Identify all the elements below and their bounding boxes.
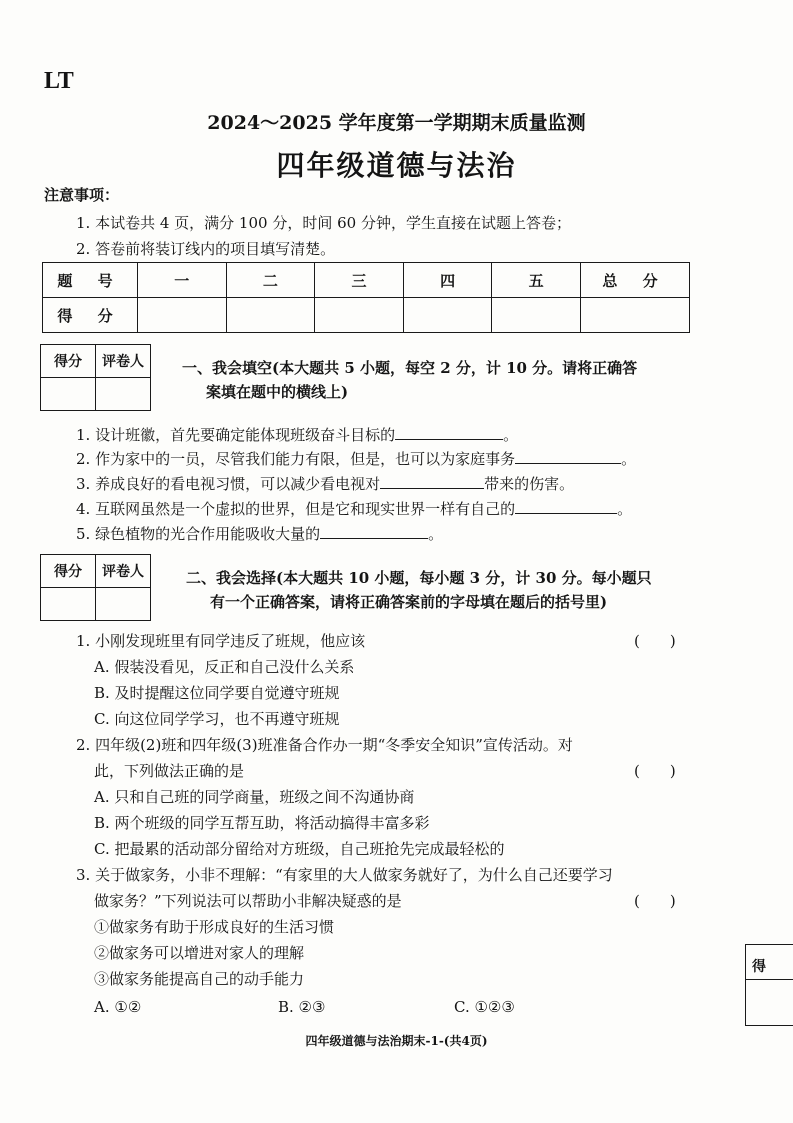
score-table-cell: 五	[492, 263, 581, 298]
choice-option: B. 及时提醒这位同学要自觉遵守班规	[94, 684, 340, 702]
choice-option: A. ①②	[94, 998, 142, 1016]
score-table	[42, 262, 690, 333]
grader-cell	[41, 378, 96, 411]
answer-blank[interactable]	[515, 499, 617, 514]
choice-question-stem: 3. 关于做家务，小非不理解：“有家里的大人做家务就好了，为什么自己还要学习	[76, 866, 613, 884]
score-table-cell: 四	[403, 263, 492, 298]
choice-option: B. ②③	[278, 998, 326, 1016]
answer-parentheses[interactable]: ( )	[634, 632, 676, 650]
statement-item: ①做家务有助于形成良好的生活习惯	[94, 918, 335, 936]
choice-question-stem-cont: 做家务？”下列说法可以帮助小非解决疑惑的是	[94, 892, 402, 910]
choice-option: C. 把最累的活动部分留给对方班级，自己班抢先完成最轻松的	[94, 840, 505, 858]
score-table-cell: 得 分	[43, 298, 138, 333]
choice-option: C. 向这位同学学习，也不再遵守班规	[94, 710, 340, 728]
grader-cell	[41, 588, 96, 621]
answer-parentheses[interactable]: ( )	[634, 762, 676, 780]
answer-blank[interactable]	[380, 474, 484, 489]
grader-box-section2	[40, 554, 151, 621]
choice-option: A. 只和自己班的同学商量，班级之间不沟通协商	[94, 788, 415, 806]
fill-question	[76, 448, 636, 470]
page-footer: 四年级道德与法治期末-1-(共4页)	[305, 1034, 488, 1048]
score-table-cell	[581, 298, 690, 333]
question-text: 5. 绿色植物的光合作用能吸收大量的	[76, 525, 321, 543]
score-table-cell	[315, 298, 404, 333]
score-table-score-row	[43, 298, 690, 333]
score-table-cell: 一	[138, 263, 227, 298]
statement-item: ③做家务能提高自己的动手能力	[94, 970, 305, 988]
fill-question	[76, 498, 632, 520]
subject-title: 四年级道德与法治	[276, 149, 517, 182]
section2-title: 二、我会选择(本大题共 10 小题，每小题 3 分，计 30 分。每小题只	[186, 569, 652, 587]
choice-option: A. 假装没看见，反正和自己没什么关系	[94, 658, 355, 676]
question-text: 。	[621, 450, 637, 468]
section1-title: 一、我会填空(本大题共 5 小题，每空 2 分，计 10 分。请将正确答	[182, 359, 638, 377]
question-text: 4. 互联网虽然是一个虚拟的世界，但是它和现实世界一样有自己的	[76, 500, 516, 518]
score-table-cell: 三	[315, 263, 404, 298]
score-table-header-row	[43, 263, 690, 298]
question-text: 。	[617, 500, 633, 518]
question-text: 2. 作为家中的一员，尽管我们能力有限，但是，也可以为家庭事务	[76, 450, 516, 468]
grader-label: 评卷人	[96, 555, 151, 588]
score-table-cell	[403, 298, 492, 333]
question-text: 带来的伤害。	[484, 475, 575, 493]
grader-cell	[96, 378, 151, 411]
edge-grader-label: 得	[752, 959, 766, 975]
corner-mark: LT	[44, 68, 74, 94]
score-table-cell	[138, 298, 227, 333]
grader-cell	[96, 588, 151, 621]
score-table-cell: 二	[226, 263, 315, 298]
answer-blank[interactable]	[320, 524, 428, 539]
score-table-cell	[226, 298, 315, 333]
grader-label: 得分	[41, 345, 96, 378]
section1-title-cont: 案填在题中的横线上)	[206, 383, 349, 401]
question-text: 1. 设计班徽，首先要确定能体现班级奋斗目标的	[76, 426, 396, 444]
statement-item: ②做家务可以增进对家人的理解	[94, 944, 305, 962]
fill-question	[76, 424, 518, 446]
question-text: 。	[503, 426, 519, 444]
notice-heading: 注意事项：	[44, 186, 120, 204]
choice-question-stem: 2. 四年级(2)班和四年级(3)班准备合作办一期“冬季安全知识”宣传活动。对	[76, 736, 573, 754]
section2-title-cont: 有一个正确答案，请将正确答案前的字母填在题后的括号里)	[210, 593, 608, 611]
choice-option: C. ①②③	[454, 998, 515, 1016]
fill-question	[76, 523, 443, 545]
notice-item: 2. 答卷前将装订线内的项目填写清楚。	[76, 240, 336, 258]
grader-label: 评卷人	[96, 345, 151, 378]
grader-box-section1	[40, 344, 151, 411]
choice-option: B. 两个班级的同学互帮互助，将活动搞得丰富多彩	[94, 814, 430, 832]
notice-item: 1. 本试卷共 4 页，满分 100 分，时间 60 分钟，学生直接在试题上答卷；	[76, 214, 571, 232]
score-table-cell: 题 号	[43, 263, 138, 298]
answer-blank[interactable]	[395, 425, 503, 440]
question-text: 3. 养成良好的看电视习惯，可以减少看电视对	[76, 475, 381, 493]
score-table-cell	[492, 298, 581, 333]
exam-title: 2024～2025 学年度第一学期期末质量监测	[207, 112, 586, 134]
question-text: 。	[428, 525, 444, 543]
choice-question-stem: 1. 小刚发现班里有同学违反了班规，他应该	[76, 632, 366, 650]
answer-blank[interactable]	[515, 449, 621, 464]
choice-question-stem-cont: 此，下列做法正确的是	[94, 762, 245, 780]
grader-label: 得分	[41, 555, 96, 588]
answer-parentheses[interactable]: ( )	[634, 892, 676, 910]
fill-question	[76, 473, 574, 495]
score-table-cell: 总 分	[581, 263, 690, 298]
